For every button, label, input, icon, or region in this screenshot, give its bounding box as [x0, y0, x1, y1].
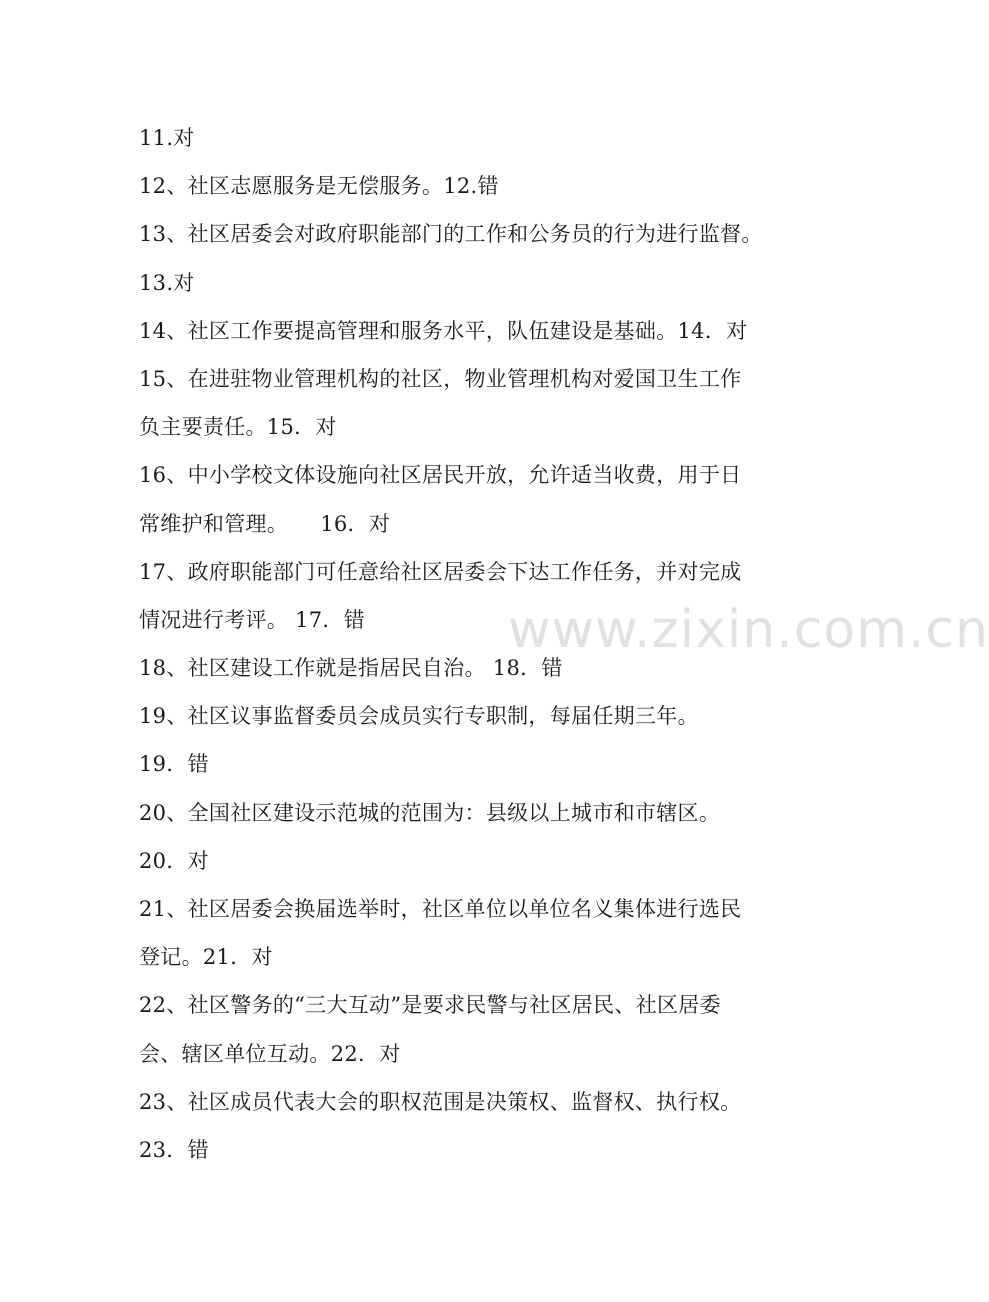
text-line: 13、社区居委会对政府职能部门的工作和公务员的行为进行监督。	[139, 222, 763, 247]
text-line: 15、在进驻物业管理机构的社区，物业管理机构对爱国卫生工作	[139, 366, 742, 391]
text-line: 14、社区工作要提高管理和服务水平，队伍建设是基础。14．对	[139, 318, 748, 343]
text-line: 17、政府职能部门可任意给社区居委会下达工作任务，并对完成	[139, 559, 742, 584]
text-line: 20、全国社区建设示范城的范围为：县级以上城市和市辖区。	[139, 800, 721, 825]
text-line: 登记。21．对	[139, 945, 273, 970]
text-line: 22、社区警务的“三大互动”是要求民警与社区居民、社区居委	[139, 993, 721, 1018]
text-line: 23、社区成员代表大会的职权范围是决策权、监督权、执行权。	[139, 1089, 742, 1114]
text-line: 21、社区居委会换届选举时，社区单位以单位名义集体进行选民	[139, 897, 742, 921]
text-line: 常维护和管理。 16．对	[139, 511, 391, 536]
text-line: 12、社区志愿服务是无偿服务。12.错	[139, 174, 499, 199]
text-line: 18、社区建设工作就是指居民自治。 18．错	[139, 656, 563, 681]
text-line: 11.对	[139, 126, 195, 150]
text-line: 负主要责任。15．对	[139, 415, 337, 440]
text-line: 19、社区议事监督委员会成员实行专职制，每届任期三年。	[139, 704, 699, 729]
text-line: 16、中小学校文体设施向社区居民开放，允许适当收费，用于日	[139, 463, 742, 488]
text-line: 会、辖区单位互动。22．对	[139, 1041, 401, 1066]
text-line: 20．对	[139, 848, 209, 873]
watermark: www.zixin.com.cn	[508, 600, 989, 660]
text-line: 23．错	[139, 1137, 209, 1162]
text-line: 情况进行考评。 17．错	[139, 607, 365, 632]
text-line: 19．错	[139, 752, 209, 777]
document-body	[139, 114, 799, 1174]
text-line: 13.对	[139, 270, 195, 295]
